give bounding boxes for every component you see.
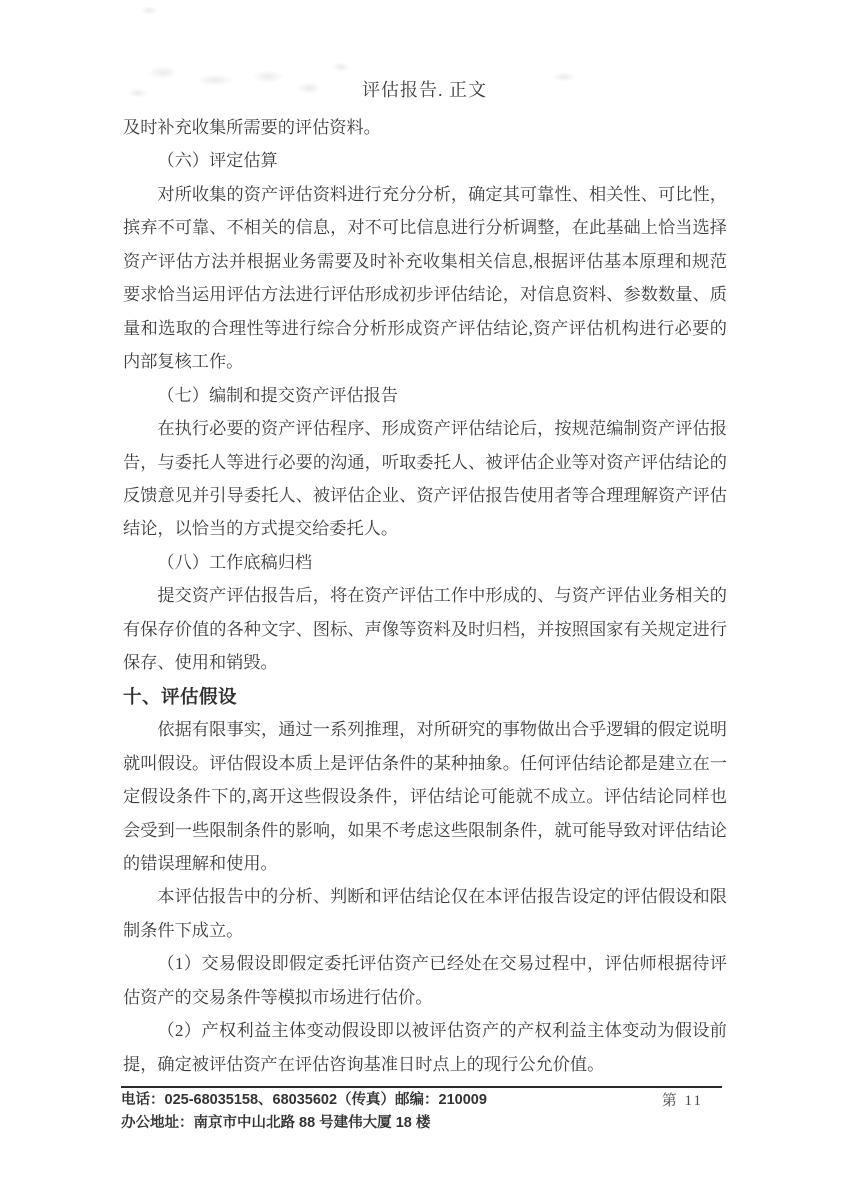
page-header-title: 评估报告. 正文 <box>362 80 487 100</box>
section-heading: 十、评估假设 <box>123 685 238 707</box>
footer-phone-line: 电话：025-68035158、68035602（传真）邮编：210009 <box>121 1092 487 1108</box>
paragraph: 对所收集的资产评估资料进行充分分析，确定其可靠性、相关性、可比性，摈弃不可靠、不相关的信息，对不可比信息进行分析调整，在此基础上恰当选择资产评估方法并根据业务需要及时补充收集相关信息,根据评估基本原理和规范要求恰当运用评估方法进行评估形成初步评估结论，对信息资料、参数数量、质量和选取的合理性等进行综合分析形成资产评估结论,资产评估机构进行必要的内部复核工作。 <box>123 184 727 372</box>
document-body <box>123 111 727 1081</box>
paragraph: （1）交易假设即假定委托评估资产已经处在交易过程中，评估师根据待评估资产的交易条件等模拟市场进行估价。 <box>123 954 727 1007</box>
paragraph: 本评估报告中的分析、判断和评估结论仅在本评估报告设定的评估假设和限制条件下成立。 <box>123 887 727 940</box>
footer-divider <box>121 1086 722 1088</box>
paragraph: 提交资产评估报告后，将在资产评估工作中形成的、与资产评估业务相关的有保存价值的各种文字、图标、声像等资料及时归档，并按照国家有关规定进行保存、使用和销毁。 <box>123 586 727 673</box>
footer <box>121 1089 601 1134</box>
paragraph: 依据有限事实，通过一系列推理，对所研究的事物做出合乎逻辑的假定说明就叫假设。评估假设本质上是评估条件的某种抽象。任何评估结论都是建立在一定假设条件下的,离开这些假设条件，评估结论可能就不成立。评估结论同样也会受到一些限制条件的影响，如果不考虑这些限制条件，就可能导致对评估结论的错误理解和使用。 <box>123 720 727 873</box>
subsection-heading: （八）工作底稿归档 <box>157 552 313 572</box>
page-number: 第 11 <box>661 1093 703 1109</box>
paragraph: 在执行必要的资产评估程序、形成资产评估结论后，按规范编制资产评估报告，与委托人等进行必要的沟通，听取委托人、被评估企业等对资产评估结论的反馈意见并引导委托人、被评估企业、资产评估报告使用者等合理理解资产评估结论，以恰当的方式提交给委托人。 <box>123 419 727 539</box>
paragraph: （2）产权利益主体变动假设即以被评估资产的产权利益主体变动为假设前提，确定被评估资产在评估咨询基准日时点上的现行公允价值。 <box>123 1021 727 1074</box>
paragraph: 及时补充收集所需要的评估资料。 <box>123 118 381 137</box>
scan-artifact <box>332 62 350 72</box>
subsection-heading: （七）编制和提交资产评估报告 <box>157 385 399 405</box>
scan-artifact <box>140 6 158 15</box>
footer-address-line: 办公地址：南京市中山北路 88 号建伟大厦 18 楼 <box>121 1114 431 1131</box>
subsection-heading: （六）评定估算 <box>157 151 278 171</box>
